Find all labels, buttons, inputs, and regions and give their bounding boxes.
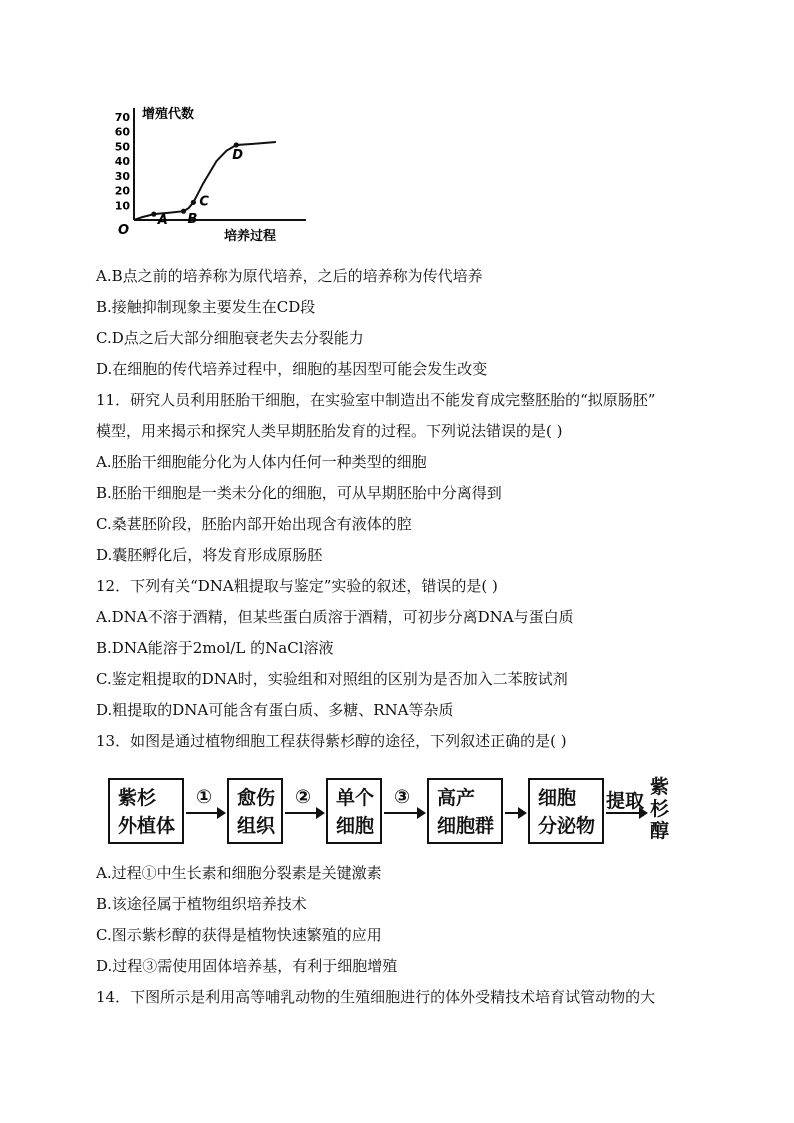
- y-tick-label: 50: [114, 140, 130, 154]
- y-tick-label: 60: [114, 125, 130, 139]
- flow-arrow-4: [505, 812, 525, 814]
- flow-box-callus-line1: 愈伤: [237, 787, 276, 809]
- flow-box-high-yield-cells-line2: 细胞群: [437, 815, 495, 837]
- point-D: [234, 142, 239, 147]
- cell-culture-generation-chart: [106, 100, 306, 250]
- y-tick-label: 30: [114, 169, 130, 183]
- flow-box-cell-secretion-line2: 分泌物: [538, 815, 596, 837]
- point-B: [181, 209, 186, 214]
- q13-stem: 13．如图是通过植物细胞工程获得紫杉醇的途径，下列叙述正确的是( ): [96, 732, 567, 750]
- flow-box-cell-secretion: [528, 778, 604, 844]
- flow-box-explant-line1: 紫杉: [118, 787, 157, 809]
- q11-option-c: C.桑葚胚阶段，胚胎内部开始出现含有液体的腔: [96, 515, 412, 533]
- q11-stem-line1: 11．研究人员利用胚胎干细胞，在实验室中制造出不能发育成完整胚胎的“拟原肠胚”: [96, 391, 656, 409]
- y-tick-labels: [115, 111, 131, 212]
- flow-box-cell-secretion-line1: 细胞: [538, 787, 577, 809]
- q12-option-c: C.鉴定粗提取的DNA时，实验组和对照组的区别为是否加入二苯胺试剂: [96, 670, 568, 688]
- flow-box-explant: [108, 778, 184, 844]
- q10-option-c: C.D点之后大部分细胞衰老失去分裂能力: [96, 329, 364, 347]
- q13-option-a: A.过程①中生长素和细胞分裂素是关键激素: [96, 864, 382, 882]
- flow-arrow-3: [384, 812, 424, 814]
- x-axis-label: 培养过程: [224, 229, 277, 244]
- y-tick-label: 20: [114, 184, 130, 198]
- q12-option-d: D.粗提取的DNA可能含有蛋白质、多糖、RNA等杂质: [96, 701, 454, 719]
- q13-option-d: D.过程③需使用固体培养基，有利于细胞增殖: [96, 957, 398, 975]
- flow-step-3: ③: [394, 786, 411, 808]
- flow-box-single-cell-line1: 单个: [336, 787, 375, 809]
- flow-final-taxol: [650, 776, 672, 842]
- q11-option-d: D.囊胚孵化后，将发育形成原肠胚: [96, 546, 323, 564]
- flow-box-explant-line2: 外植体: [118, 815, 176, 837]
- flow-arrow-5: [606, 812, 646, 814]
- flow-final-char-1: 紫: [650, 776, 670, 798]
- chart-axes: [134, 108, 306, 220]
- flow-box-high-yield-cells-line1: 高产: [437, 787, 476, 809]
- flow-step-1: ①: [196, 786, 213, 808]
- y-axis-label: 增殖代数: [142, 107, 195, 122]
- q13-option-c: C.图示紫杉醇的获得是植物快速繁殖的应用: [96, 926, 382, 944]
- q14-stem: 14．下图所示是利用高等哺乳动物的生殖细胞进行的体外受精技术培育试管动物的大: [96, 988, 656, 1006]
- point-label-A: A: [157, 213, 168, 229]
- y-tick-label: 70: [114, 111, 130, 124]
- flow-extract-label: 提取: [606, 790, 645, 812]
- q11-option-b: B.胚胎干细胞是一类未分化的细胞，可从早期胚胎中分离得到: [96, 484, 502, 502]
- point-C: [191, 200, 196, 205]
- q13-option-b: B.该途径属于植物组织培养技术: [96, 895, 307, 913]
- origin-label: O: [118, 223, 130, 238]
- q12-option-a: A.DNA不溶于酒精，但某些蛋白质溶于酒精，可初步分离DNA与蛋白质: [96, 608, 574, 626]
- y-tick-label: 40: [114, 155, 130, 169]
- q10-option-b: B.接触抑制现象主要发生在CD段: [96, 298, 316, 316]
- flow-arrow-1: [186, 812, 224, 814]
- point-A: [151, 212, 156, 217]
- q12-option-b: B.DNA能溶于2mol/L 的NaCl溶液: [96, 639, 334, 657]
- q10-option-a: A.B点之前的培养称为原代培养，之后的培养称为传代培养: [96, 267, 483, 285]
- q11-stem-line2: 模型，用来揭示和探究人类早期胚胎发育的过程。下列说法错误的是( ): [96, 422, 563, 440]
- flow-box-single-cell-line2: 细胞: [336, 815, 375, 837]
- flow-arrow-2: [285, 812, 323, 814]
- curve-points: [151, 142, 243, 228]
- point-label-D: D: [232, 147, 244, 163]
- q11-option-a: A.胚胎干细胞能分化为人体内任何一种类型的细胞: [96, 453, 427, 471]
- q12-stem: 12．下列有关“DNA粗提取与鉴定”实验的叙述，错误的是( ): [96, 577, 498, 595]
- flow-box-callus-line2: 组织: [237, 815, 276, 837]
- flow-final-char-2: 杉: [650, 798, 670, 820]
- flow-box-callus: [227, 778, 283, 844]
- q10-option-d: D.在细胞的传代培养过程中，细胞的基因型可能会发生改变: [96, 360, 488, 378]
- flow-box-single-cell: [326, 778, 382, 844]
- y-tick-label: 10: [114, 199, 130, 213]
- flow-final-char-3: 醇: [650, 820, 670, 842]
- flow-step-2: ②: [295, 786, 312, 808]
- point-label-B: B: [187, 212, 198, 228]
- flow-box-high-yield-cells: [427, 778, 503, 844]
- point-label-C: C: [199, 194, 209, 210]
